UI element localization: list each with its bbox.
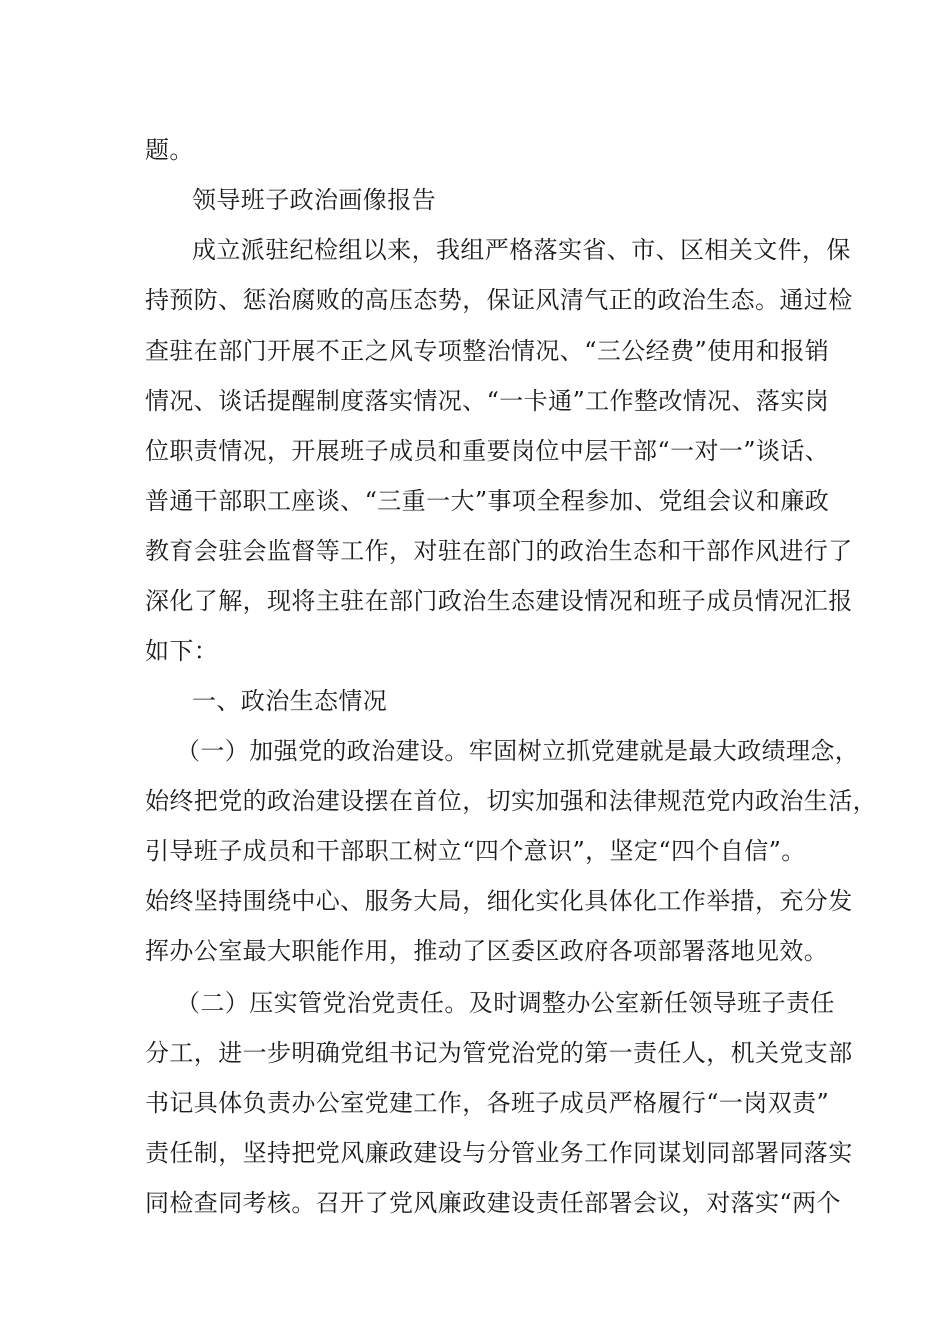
text-line: 位职责情况，开展班子成员和重要岗位中层干部“一对一”谈话、: [145, 437, 830, 465]
text-line: 始终把党的政治建设摆在首位，切实加强和法律规范党内政治生活，: [145, 787, 877, 815]
text-line: 引导班子成员和干部职工树立“四个意识”，坚定“四个自信”。: [145, 837, 806, 865]
text-line: 同检查同考核。召开了党风廉政建设责任部署会议，对落实“两个: [145, 1189, 841, 1217]
text-line: 书记具体负责办公室党建工作，各班子成员严格履行“一岗双责”: [145, 1089, 830, 1117]
text-line: 深化了解，现将主驻在部门政治生态建设情况和班子成员情况汇报: [145, 587, 853, 615]
text-line: 如下：: [145, 637, 219, 665]
text-line: 持预防、惩治腐败的高压态势，保证风清气正的政治生态。通过检: [145, 286, 853, 314]
section-heading: 一、政治生态情况: [192, 687, 388, 715]
subsection-heading: （一）加强党的政治建设。牢固树立抓党建就是最大政绩理念，: [176, 737, 860, 765]
text-line: 查驻在部门开展不正之风专项整治情况、“三公经费”使用和报销: [145, 337, 830, 365]
text-line: 分工，进一步明确党组书记为管党治党的第一责任人，机关党支部: [145, 1039, 853, 1067]
text-line: 成立派驻纪检组以来，我组严格落实省、市、区相关文件，保: [192, 236, 851, 264]
report-title: 领导班子政治画像报告: [192, 186, 436, 214]
text-line: 挥办公室最大职能作用，推动了区委区政府各项部署落地见效。: [145, 937, 829, 965]
text-line: 责任制，坚持把党风廉政建设与分管业务工作同谋划同部署同落实: [145, 1139, 853, 1167]
text-line: 题。: [145, 136, 194, 164]
text-line: 普通干部职工座谈、“三重一大”事项全程参加、党组会议和廉政: [145, 487, 830, 515]
text-line: 始终坚持围绕中心、服务大局，细化实化具体化工作举措，充分发: [145, 887, 853, 915]
subsection-heading: （二）压实管党治党责任。及时调整办公室新任领导班子责任: [176, 989, 835, 1017]
text-line: 教育会驻会监督等工作，对驻在部门的政治生态和干部作风进行了: [145, 537, 853, 565]
text-line: 情况、谈话提醒制度落实情况、“一卡通”工作整改情况、落实岗: [145, 387, 830, 415]
